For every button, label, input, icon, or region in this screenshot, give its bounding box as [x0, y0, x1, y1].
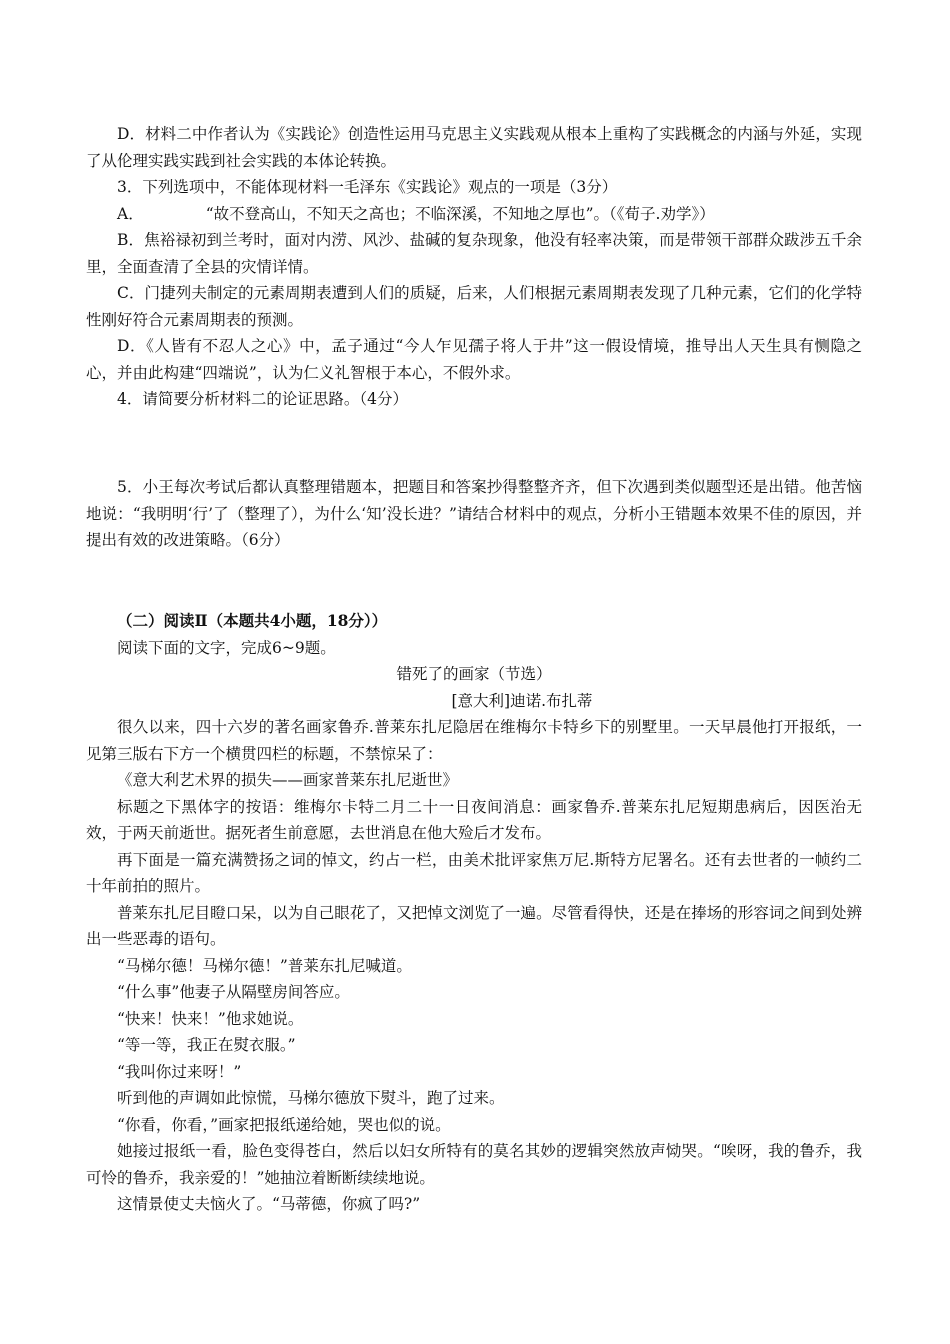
story-title: 错死了的画家（节选）: [396, 665, 552, 683]
story-paragraph: “你看，你看，”画家把报纸递给她，哭也似的说。: [117, 1115, 451, 1134]
story-paragraph: “什么事”他妻子从隔壁房间答应。: [117, 983, 350, 1001]
section-2-heading: （二）阅读Ⅱ（本题共4小题，18分））: [117, 611, 388, 630]
story-author: [意大利]迪诺.布扎蒂: [451, 691, 593, 710]
q3-option-b: B．焦裕禄初到兰考时，面对内涝、风沙、盐碱的复杂现象，他没有轻率决策，而是带领干部群众跋涉五千余里，全面查清了全县的灾情详情。: [86, 231, 862, 276]
q5-stem: 5．小王每次考试后都认真整理错题本，把题目和答案抄得整整齐齐，但下次遇到类似题型还是出错。他苦恼地说：“我明明‘行’了（整理了），为什么‘知’没长进？”请结合材料中的观点，分析小王错题本效果不佳的原因，并提出有效的改进策略。（6分）: [86, 478, 862, 549]
q3-stem: 3．下列选项中，不能体现材料一毛泽东《实践论》观点的一项是（3分）: [117, 178, 618, 196]
q2-option-d: D．材料二中作者认为《实践论》创造性运用马克思主义实践观从根本上重构了实践概念的内涵与外延，实现了从伦理实践实践到社会实践的本体论转换。: [86, 125, 862, 170]
q3-option-a-text: “故不登高山，不知天之高也；不临深溪，不知地之厚也”。（《荀子.劝学》）: [205, 204, 715, 223]
q3-option-d: D．《人皆有不忍人之心》中，孟子通过“今人乍见孺子将人于井”这一假设情境，推导出人天生具有恻隐之心，并由此构建“四端说”，认为仁义礼智根于本心，不假外求。: [86, 337, 862, 382]
section-1-questions: [86, 121, 862, 413]
section-2-reading: [86, 608, 862, 1218]
story-paragraph: 听到他的声调如此惊慌，马梯尔德放下熨斗，跑了过来。: [117, 1089, 505, 1107]
story-paragraph: “快来！快来！”他求她说。: [117, 1009, 304, 1028]
q3-option-a-label: A．: [117, 204, 144, 223]
story-paragraph: 《意大利艺术界的损失——画家普莱东扎尼逝世》: [117, 771, 459, 789]
q5-block: [86, 474, 862, 554]
q3-option-a: [86, 201, 862, 228]
reading-instruction: 阅读下面的文字，完成6~9题。: [117, 638, 336, 657]
story-paragraph: 普莱东扎尼目瞪口呆，以为自己眼花了，又把悼文浏览了一遍。尽管看得快，还是在捧场的形容词之间到处辨出一些恶毒的语句。: [86, 903, 862, 948]
q4-stem: 4．请简要分析材料二的论证思路。（4分）: [117, 390, 408, 408]
story-paragraph: “等一等，我正在熨衣服。”: [117, 1036, 296, 1054]
story-paragraph: 很久以来，四十六岁的著名画家鲁乔.普莱东扎尼隐居在维梅尔卡特乡下的别墅里。一天早晨他打开报纸，一见第三版右下方一个横贯四栏的标题，不禁惊呆了：: [86, 718, 862, 763]
story-paragraph: 她接过报纸一看，脸色变得苍白，然后以妇女所特有的莫名其妙的逻辑突然放声恸哭。“唉呀，我的鲁乔，我可怜的鲁乔，我亲爱的！”她抽泣着断断续续地说。: [86, 1142, 862, 1187]
story-paragraph: “马梯尔德！马梯尔德！”普莱东扎尼喊道。: [117, 956, 412, 975]
q3-option-c: C．门捷列夫制定的元素周期表遭到人们的质疑，后来，人们根据元素周期表发现了几种元素，它们的化学特性刚好符合元素周期表的预测。: [86, 284, 862, 329]
story-paragraph: 标题之下黑体字的按语：维梅尔卡特二月二十一日夜间消息：画家鲁乔.普莱东扎尼短期患病后，因医治无效，于两天前逝世。据死者生前意愿，去世消息在他大殓后才发布。: [86, 797, 862, 842]
story-paragraph: 这情景使丈夫恼火了。“马蒂德，你疯了吗?”: [117, 1195, 421, 1213]
story-paragraph: “我叫你过来呀！”: [117, 1062, 242, 1081]
story-paragraph: 再下面是一篇充满赞扬之词的悼文，约占一栏，由美术批评家焦万尼.斯特方尼署名。还有去世者的一帧约二十年前拍的照片。: [86, 850, 862, 895]
